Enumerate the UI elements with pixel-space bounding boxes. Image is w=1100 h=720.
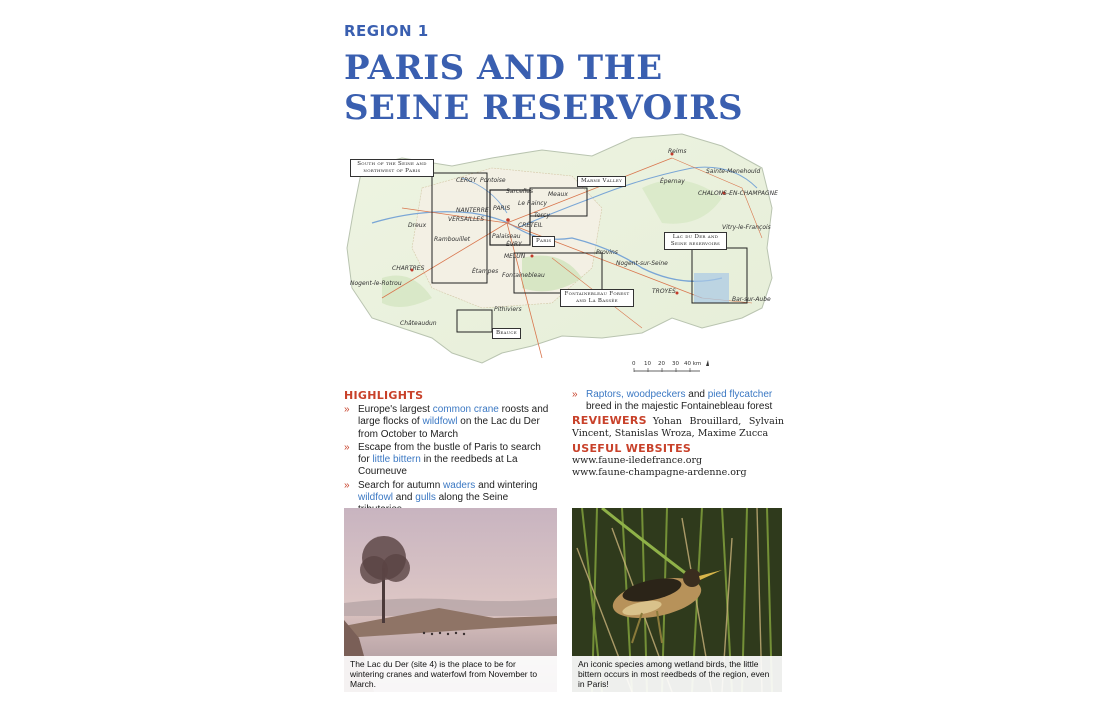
place-label: ÉVRY <box>506 241 522 248</box>
place-label: Châteaudun <box>400 320 437 327</box>
reviewers-names: Yohan Brouillard, Sylvain Vincent, Stanislas Wroza, Maxime Zucca <box>572 415 784 439</box>
place-label: TROYES <box>652 288 676 295</box>
place-label: Pithiviers <box>494 306 522 313</box>
map-area-paris: Paris <box>532 236 555 247</box>
list-item: » Europe's largest common crane roosts and large flocks of wildfowl on the Lac du Der from October to March <box>344 404 550 441</box>
photo-lac-du-der <box>344 508 557 692</box>
place-label: Nogent-le-Rotrou <box>350 280 402 287</box>
highlights-list <box>344 404 550 517</box>
website-link[interactable]: www.faune-champagne-ardenne.org <box>572 467 747 479</box>
species-link: common crane <box>432 404 499 415</box>
place-label: Reims <box>668 148 687 155</box>
page-title <box>344 48 784 128</box>
place-label: Bar-sur-Aube <box>732 296 771 303</box>
species-link: little bittern <box>372 454 421 466</box>
place-label: CRÉTEIL <box>518 222 543 229</box>
map-area-marne-valley: Marne Valley <box>577 176 626 187</box>
reviewers-block <box>572 415 784 441</box>
place-label: CHARTRES <box>392 265 425 272</box>
species-link: pied flycatcher <box>707 389 773 400</box>
place-label: Pontoise <box>480 177 506 184</box>
scale-tick-label: 20 <box>658 361 665 367</box>
place-label: Sainte-Menehould <box>706 168 761 175</box>
place-label: Dreux <box>408 222 427 229</box>
place-label: Épernay <box>660 178 685 185</box>
websites-heading: USEFUL WEBSITES <box>572 442 692 456</box>
map-area-fontainebleau: Fontainebleau Forest and La Bassée <box>560 289 634 307</box>
map-area-lac-du-der: Lac du Der and Seine reservoirs <box>664 232 727 250</box>
title-line-2: SEINE RESERVOIRS <box>344 88 743 128</box>
scale-tick-label: 30 <box>672 361 679 367</box>
city-dot-paris <box>506 218 510 222</box>
list-item: » Raptors, woodpeckers and pied flycatcher breed in the majestic Fontainebleau forest <box>572 389 784 414</box>
place-label: MELUN <box>504 253 526 260</box>
species-link: waders <box>443 479 476 491</box>
highlights-heading: HIGHLIGHTS <box>344 389 424 402</box>
website-link[interactable]: www.faune-iledefrance.org <box>572 455 703 467</box>
list-item: » Search for autumn waders and wintering wildfowl and gulls along the Seine <box>344 480 550 517</box>
title-line-1: PARIS AND THE <box>344 48 663 88</box>
lake-der <box>694 273 729 303</box>
place-label: Provins <box>596 249 618 256</box>
place-label: Étampes <box>472 268 499 275</box>
north-arrow <box>706 360 709 366</box>
place-label: Vitry-le-François <box>722 224 771 231</box>
guide-page <box>320 0 790 720</box>
place-label: PARIS <box>493 205 511 212</box>
photo-caption: An iconic species among wetland birds, the little bittern occurs in most reedbeds of the region, even in Paris! <box>572 656 782 692</box>
species-link: wildfowl <box>422 416 458 428</box>
place-label: Torcy <box>534 212 550 219</box>
scale-tick-label: 10 <box>644 361 651 367</box>
species-link: gulls <box>415 492 436 504</box>
species-link: Raptors, woodpeckers <box>586 389 686 400</box>
species-link: wildfowl <box>358 492 394 504</box>
place-label: Rambouillet <box>434 236 471 243</box>
reviewers-heading: REVIEWERS <box>572 413 647 427</box>
region-label: REGION 1 <box>344 22 429 40</box>
place-label: Meaux <box>548 191 568 198</box>
list-item: » Escape from the bustle of Paris to search for little bittern in the reedbeds at La Courneuve <box>344 442 550 479</box>
place-label: VERSAILLES <box>448 216 485 223</box>
place-label: Fontainebleau <box>502 272 545 279</box>
info-section <box>572 389 784 480</box>
photo-little-bittern <box>572 508 782 692</box>
map-area-south-seine: South of the Seine and northwest of Paris <box>350 159 434 177</box>
photo-caption: The Lac du Der (site 4) is the place to be for wintering cranes and waterfowl from November to March. <box>344 656 557 692</box>
highlights-list-continued <box>572 389 784 414</box>
scale-tick-label: 40 km <box>684 361 702 367</box>
place-label: CERGY <box>456 177 477 184</box>
place-label: Nogent-sur-Seine <box>616 260 668 267</box>
map-area-beauce: Beauce <box>492 328 521 339</box>
place-label: CHALONS-EN-CHAMPAGNE <box>698 190 778 197</box>
place-label: Sarcelles <box>506 188 534 195</box>
place-label: Palaiseau <box>492 233 521 240</box>
highlights-section <box>344 389 550 518</box>
region-map <box>342 128 782 378</box>
place-label: NANTERRE <box>456 207 489 214</box>
scale-tick-label: 0 <box>632 361 636 367</box>
place-label: Le Raincy <box>518 200 548 207</box>
city-dot-melun <box>531 255 534 258</box>
